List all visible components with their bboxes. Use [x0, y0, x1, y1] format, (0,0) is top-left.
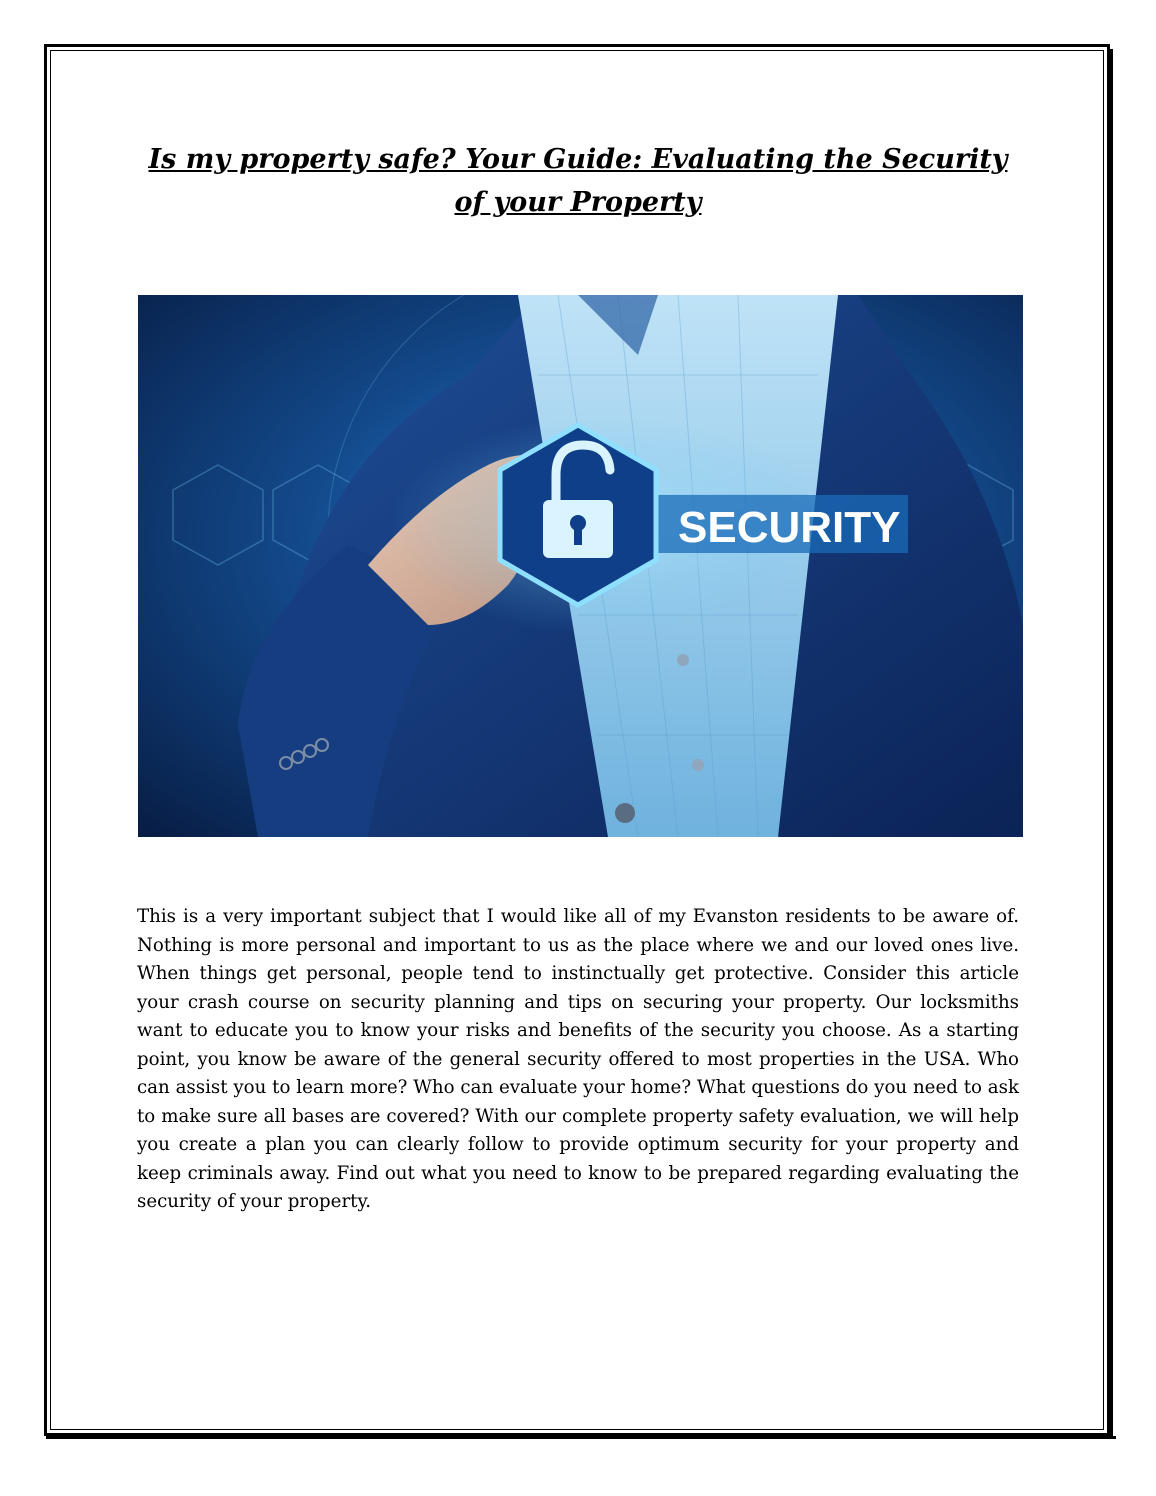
document-title: Is my property safe? Your Guide: Evaluating the Security of your Property [148, 144, 1008, 218]
security-illustration [138, 295, 1023, 837]
hero-image [138, 295, 1023, 837]
page-border-shadow [46, 1436, 1116, 1439]
body-paragraph: This is a very important subject that I would like all of my Evanston residents to be aware of. Nothing is more personal and important to us as the place where we and our loved ones live. When things get personal, people tend to instinctually get protective. Consider this article your crash course on security planning and tips on securing your property. Our locksmiths want to educate you to know your risks and benefits of the security you choose. As a starting point, you know be aware of the general security offered to most properties in the USA. Who can assist you to learn more? Who can evaluate your home? What questions do you need to ask to make sure all bases are covered? With our complete property safety evaluation, we will help you create a plan you can clearly follow to provide optimum security for your property and keep criminals away. Find out what you need to know to be prepared regarding evaluating the security of your property. [137, 906, 1019, 1212]
security-label: SECURITY [678, 503, 901, 552]
